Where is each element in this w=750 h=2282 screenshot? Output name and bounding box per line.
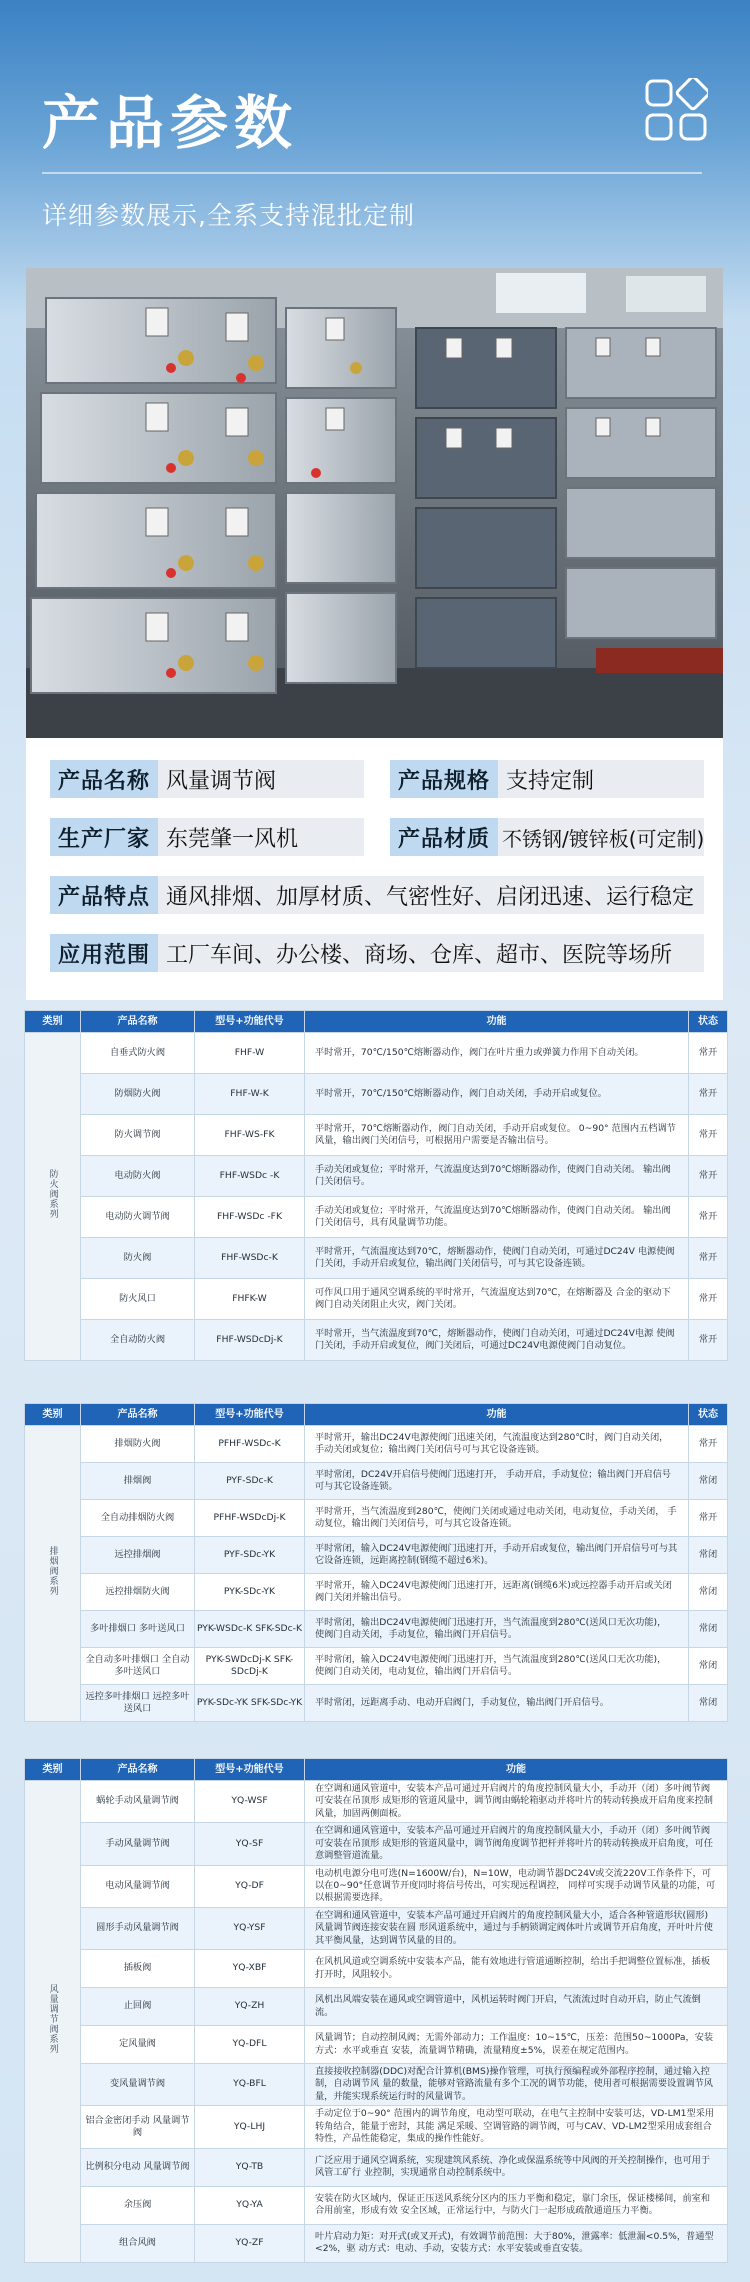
product-name-cell: 电动风量调节阀: [81, 1865, 195, 1907]
table-row: [25, 1279, 728, 1320]
status-cell: 常开: [689, 1238, 728, 1279]
product-name-cell: 全自动多叶排烟口 全自动多叶送风口: [81, 1648, 195, 1685]
param-label: 应用范围: [50, 934, 158, 972]
table-row: [25, 1238, 728, 1279]
table-row: [25, 1648, 728, 1685]
volume-damper-table: [24, 1758, 728, 2263]
param-material: [390, 818, 704, 856]
product-name-cell: 插板阀: [81, 1950, 195, 1988]
product-name-cell: 防火阀: [81, 1238, 195, 1279]
model-cell: PYK-WSDc-K SFK-SDc-K: [195, 1611, 305, 1648]
model-cell: YQ-DF: [195, 1865, 305, 1907]
page-subtitle: 详细参数展示,全系支持混批定制: [42, 201, 415, 230]
model-cell: PYK-SDc-YK SFK-SDc-YK: [195, 1685, 305, 1722]
param-label: 产品特点: [50, 876, 158, 914]
model-cell: PYK-SDc-YK: [195, 1574, 305, 1611]
product-name-cell: 防火调节阀: [81, 1115, 195, 1156]
table-row: [25, 1426, 728, 1463]
model-cell: FHF-W: [195, 1033, 305, 1074]
function-cell: 平时常开，当气流温度到70℃，熔断器动作，使阀门自动关闭，可通过DC24V电源 使阀门关闭，手动开启或复位，阀门关闭后，可通过DC24V电源使阀门自动复位。: [305, 1320, 689, 1361]
product-name-cell: 远控排烟阀: [81, 1537, 195, 1574]
param-value: 东莞肇一风机: [158, 818, 364, 856]
header-cell: 功能: [305, 1404, 689, 1426]
category-label: 防火阀系列: [47, 1169, 58, 1220]
function-cell: 可作风口用于通风空调系统的平时常开，气流温度达到70℃，在熔断器及 合金的驱动下阀门自动关闭阻止火灾，阀门关闭。: [305, 1279, 689, 1320]
function-cell: 手动关闭或复位；平时常开，气流温度达到70℃熔断器动作，使阀门自动关闭。 输出阀门关闭信号，具有风量调节功能。: [305, 1197, 689, 1238]
function-cell: 平时常开，输出DC24V电源使阀门迅速关闭，气流温度达到280℃时，阀门自动关闭， 手动关闭或复位；输出阀门关闭信号可与其它设备连锁。: [305, 1426, 689, 1463]
status-cell: 常开: [689, 1033, 728, 1074]
table-row: [25, 2064, 728, 2106]
status-cell: 常闭: [689, 1611, 728, 1648]
table-row: [25, 1907, 728, 1949]
product-name-cell: 定风量阀: [81, 2026, 195, 2064]
status-cell: 常闭: [689, 1463, 728, 1500]
model-cell: FHF-W-K: [195, 1074, 305, 1115]
category-cell: [25, 1033, 81, 1361]
product-name-cell: 防火风口: [81, 1279, 195, 1320]
function-cell: 平时常闭，远距离手动、电动开启阀门，手动复位，输出阀门开启信号。: [305, 1685, 689, 1722]
function-cell: 平时常开，70℃熔断器动作，阀门自动关闭，手动开启或复位。 0~90° 范围内五档调节风量，输出阀门关闭信号，可根据用户需要是否输出信号。: [305, 1115, 689, 1156]
product-name-cell: 止回阀: [81, 1988, 195, 2026]
product-name-cell: 圆形手动风量调节阀: [81, 1907, 195, 1949]
table-header: [25, 1759, 728, 1781]
category-label: 风量调节阀系列: [47, 1984, 58, 2055]
function-cell: 在空调和通风管道中，安装本产品可通过开启阀片的角度控制风量大小，手动开（闭）多叶阀节阀可安装在吊顶形 成矩形的管道风量中，调节阀角度调节把杆并将叶片的转动转换成开启角度，可任意调整管道流量。: [305, 1823, 728, 1865]
table-row: [25, 1781, 728, 1823]
param-maker: [50, 818, 364, 856]
product-name-cell: 变风量调节阀: [81, 2064, 195, 2106]
table-row: [25, 1463, 728, 1500]
function-cell: 安装在防火区域内，保证正压送风系统分区内的压力平衡和稳定，靠门余压，保证楼梯间，前室和合用前室，形成有效 安全区域，正常运行中，与防火门一起形成疏散通道压力平衡。: [305, 2186, 728, 2224]
param-label: 产品名称: [50, 760, 158, 798]
model-cell: FHF-WSDc -FK: [195, 1197, 305, 1238]
table-row: [25, 1611, 728, 1648]
product-name-cell: 排烟阀: [81, 1463, 195, 1500]
function-cell: 平时常开，70℃/150℃熔断器动作，阀门自动关闭，手动开启或复位。: [305, 1074, 689, 1115]
header-cell: 类别: [25, 1404, 81, 1426]
fire-damper-table: [24, 1010, 728, 1361]
product-photo-illustration: [26, 268, 723, 738]
header-cell: 产品名称: [81, 1404, 195, 1426]
function-cell: 在空调和通风管道中，安装本产品可通过开启阀片的角度控制风量大小，手动开（闭）多叶阀节阀可安装在吊顶形 成矩形的管道风量中，调节阀由蜗轮箱驱动并将叶片的转动转换成开启角度来控制风量，加固两侧面板。: [305, 1781, 728, 1823]
table-row: [25, 1156, 728, 1197]
function-cell: 平时常闭，DC24V开启信号使阀门迅速打开， 手动开启，手动复位；输出阀门开启信号可与其它设备连锁。: [305, 1463, 689, 1500]
status-cell: 常闭: [689, 1648, 728, 1685]
function-cell: 平时常闭，输入DC24V电源使阀门迅速打开，当气流温度到280℃(送风口无次功能)， 使阀门自动关闭，电动复位，输出阀门开启信号。: [305, 1648, 689, 1685]
model-cell: YQ-LHJ: [195, 2106, 305, 2148]
product-name-cell: 蜗轮手动风量调节阀: [81, 1781, 195, 1823]
table-row: [25, 2224, 728, 2262]
product-name-cell: 比例积分电动 风量调节阀: [81, 2148, 195, 2186]
params-card: [26, 738, 723, 1000]
category-cell: [25, 1781, 81, 2263]
table-row: [25, 2148, 728, 2186]
model-cell: YQ-ZF: [195, 2224, 305, 2262]
model-cell: PFHF-WSDc-K: [195, 1426, 305, 1463]
model-cell: FHF-WSDc -K: [195, 1156, 305, 1197]
function-cell: 叶片启动力矩：对开式(或叉开式)，有效调节前范围：大于80%，泄露率：低泄漏<0.5%，普通型<2%，驱 动方式：电动、手动，安装方式：水平安装或垂直安装。: [305, 2224, 728, 2262]
model-cell: YQ-SF: [195, 1823, 305, 1865]
table-row: [25, 1537, 728, 1574]
header-cell: 产品名称: [81, 1011, 195, 1033]
header-cell: 型号+功能代号: [195, 1759, 305, 1781]
function-cell: 风量调节；自动控制风阀；无需外部动力；工作温度：10~15℃，压差：范围50~1000Pa，安装方式：水平或垂直 安装，流量调节精确，流量精度±5%，误差在规定范围内。: [305, 2026, 728, 2064]
header-cell: 产品名称: [81, 1759, 195, 1781]
table-row: [25, 1950, 728, 1988]
status-cell: 常闭: [689, 1537, 728, 1574]
model-cell: PYK-SWDcDj-K SFK-SDcDj-K: [195, 1648, 305, 1685]
function-cell: 风机出风端安装在通风或空调管道中，风机运转时阀门开启，气流流过时自动开启，防止气流倒流。: [305, 1988, 728, 2026]
category-cell: [25, 1426, 81, 1722]
status-cell: 常开: [689, 1156, 728, 1197]
status-cell: 常开: [689, 1500, 728, 1537]
product-name-cell: 防烟防火阀: [81, 1074, 195, 1115]
header-cell: 状态: [689, 1404, 728, 1426]
param-scope: [50, 934, 704, 972]
function-cell: 平时常开，70℃/150℃熔断器动作，阀门在叶片重力或弹簧力作用下自动关闭。: [305, 1033, 689, 1074]
header-cell: 功能: [305, 1011, 689, 1033]
status-cell: 常开: [689, 1426, 728, 1463]
product-name-cell: 铝合金密闭手动 风量调节阀: [81, 2106, 195, 2148]
model-cell: PFHF-WSDcDj-K: [195, 1500, 305, 1537]
model-cell: PYF-SDc-YK: [195, 1537, 305, 1574]
function-cell: 平时常闭，输出DC24V电源使阀门迅速打开，当气流温度到280℃(送风口无次功能)， 使阀门自动关闭，手动复位，输出阀门开启信号。: [305, 1611, 689, 1648]
table-row: [25, 1197, 728, 1238]
header-cell: 型号+功能代号: [195, 1011, 305, 1033]
product-name-cell: 组合风阀: [81, 2224, 195, 2262]
page-title: 产品参数: [42, 89, 299, 157]
param-value: 通风排烟、加厚材质、气密性好、启闭迅速、运行稳定: [158, 876, 704, 914]
model-cell: PYF-SDc-K: [195, 1463, 305, 1500]
product-name-cell: 全自动排烟防火阀: [81, 1500, 195, 1537]
table-row: [25, 2026, 728, 2064]
function-cell: 在风机风道或空调系统中安装本产品，能有效地进行管道通断控制，给出手把调整位置标准，插板 打开时，风阻较小。: [305, 1950, 728, 1988]
table-row: [25, 1823, 728, 1865]
product-name-cell: 余压阀: [81, 2186, 195, 2224]
function-cell: 平时常闭，输入DC24V电源使阀门迅速打开，手动开启或复位，输出阀门开启信号可与其 它设备连锁，远距离控制(钢缆不超过6米)。: [305, 1537, 689, 1574]
param-label: 生产厂家: [50, 818, 158, 856]
model-cell: YQ-TB: [195, 2148, 305, 2186]
status-cell: 常开: [689, 1197, 728, 1238]
product-name-cell: 远控排烟防火阀: [81, 1574, 195, 1611]
model-cell: YQ-WSF: [195, 1781, 305, 1823]
product-name-cell: 远控多叶排烟口 远控多叶送风口: [81, 1685, 195, 1722]
table-row: [25, 1685, 728, 1722]
model-cell: YQ-BFL: [195, 2064, 305, 2106]
model-cell: FHFK-W: [195, 1279, 305, 1320]
table-row: [25, 1074, 728, 1115]
model-cell: FHF-WSDcDj-K: [195, 1320, 305, 1361]
model-cell: FHF-WS-FK: [195, 1115, 305, 1156]
table-row: [25, 1865, 728, 1907]
product-name-cell: 多叶排烟口 多叶送风口: [81, 1611, 195, 1648]
product-name-cell: 电动防火调节阀: [81, 1197, 195, 1238]
divider: [42, 172, 702, 174]
model-cell: YQ-XBF: [195, 1950, 305, 1988]
header: [0, 0, 750, 250]
status-cell: 常闭: [689, 1574, 728, 1611]
function-cell: 平时常开，当气流温度到280℃，使阀门关闭或通过电动关闭，电动复位，手动关闭， 手动复位，输出阀门关闭信号，可与其它设备连锁。: [305, 1500, 689, 1537]
param-value: 工厂车间、办公楼、商场、仓库、超市、医院等场所: [158, 934, 704, 972]
table-row: [25, 1500, 728, 1537]
function-cell: 手动关闭或复位；平时常开，气流温度达到70℃熔断器动作，使阀门自动关闭。 输出阀门关闭信号。: [305, 1156, 689, 1197]
product-photo: [26, 268, 723, 738]
function-cell: 在空调和通风管道中，安装本产品可通过开启阀片的角度控制风量大小，适合各种管道形状(圆形)风量调节阀连接安装在圆 形风道系统中，通过与手柄锁调定阀体叶片或调节开启角度，开叶叶片使其平衡风量，达到调节风量的目的。: [305, 1907, 728, 1949]
status-cell: 常开: [689, 1115, 728, 1156]
table-row: [25, 1320, 728, 1361]
table-header: [25, 1011, 728, 1033]
product-name-cell: 全自动防火阀: [81, 1320, 195, 1361]
table-row: [25, 1033, 728, 1074]
product-name-cell: 排烟防火阀: [81, 1426, 195, 1463]
param-value: 风量调节阀: [158, 760, 364, 798]
param-spec: [390, 760, 704, 798]
header-cell: 状态: [689, 1011, 728, 1033]
param-value: 支持定制: [498, 760, 704, 798]
model-cell: YQ-ZH: [195, 1988, 305, 2026]
function-cell: 平时常开，输入DC24V电源使阀门迅速打开，远距离(钢缆6米)或远控器手动开启或关闭 阀门关闭并输出信号。: [305, 1574, 689, 1611]
header-cell: 类别: [25, 1011, 81, 1033]
header-cell: 类别: [25, 1759, 81, 1781]
param-name: [50, 760, 364, 798]
header-cell: 型号+功能代号: [195, 1404, 305, 1426]
model-cell: YQ-YSF: [195, 1907, 305, 1949]
table-row: [25, 1115, 728, 1156]
category-label: 排烟阀系列: [47, 1546, 58, 1597]
header-cell: 功能: [305, 1759, 728, 1781]
model-cell: YQ-YA: [195, 2186, 305, 2224]
status-cell: 常开: [689, 1074, 728, 1115]
function-cell: 广泛应用于通风空调系统，实现建筑风系统、净化或保温系统等中风阀的开关控制操作，也可用于风管工矿行 业控制，实现通常自动控制系统中。: [305, 2148, 728, 2186]
param-label: 产品材质: [390, 818, 498, 856]
model-cell: YQ-DFL: [195, 2026, 305, 2064]
table-row: [25, 2106, 728, 2148]
param-value: 不锈钢/镀锌板(可定制): [498, 818, 704, 856]
function-cell: 电动机电源分电可选(N=1600W/台)，N=10W，电动调节器DC24V或交流220V工作条件下，可以在0~90°任意调节开度同时将信号传出，可实现远程调控， 同样可实现手动调节风量的功能，可以根据需要选择。: [305, 1865, 728, 1907]
function-cell: 手动定位于0~90° 范围内的调节角度，电动型可联动，在电气主控制中安装可达，VD-LM1型采用转角结合，能量于密封，其能 满足采暖、空调管路的调节阀，可与CAV、VD-LM2型采用成套组合特性，产品性能稳定，集成的操作性能好。: [305, 2106, 728, 2148]
grid-shapes-icon: [644, 78, 708, 142]
model-cell: FHF-WSDc-K: [195, 1238, 305, 1279]
table-row: [25, 1988, 728, 2026]
function-cell: 直接接收控制器(DDC)对配合计算机(BMS)操作管理，可执行预编程或外部程序控制，通过输入控制，自动调节风 量的数量，能够对管路流量有多个工况的调节功能，使用者可根据需要设置调节风量，并能实现系统运行时的风量调节。: [305, 2064, 728, 2106]
param-label: 产品规格: [390, 760, 498, 798]
status-cell: 常开: [689, 1320, 728, 1361]
smoke-damper-table: [24, 1403, 728, 1722]
product-name-cell: 自垂式防火阀: [81, 1033, 195, 1074]
table-row: [25, 2186, 728, 2224]
param-feature: [50, 876, 704, 914]
product-name-cell: 电动防火阀: [81, 1156, 195, 1197]
status-cell: 常开: [689, 1279, 728, 1320]
status-cell: 常闭: [689, 1685, 728, 1722]
table-header: [25, 1404, 728, 1426]
function-cell: 平时常开，气流温度达到70℃，熔断器动作，使阀门自动关闭，可通过DC24V 电源使阀门关闭，手动开启或复位，输出阀门关闭信号，可与其它设备连锁。: [305, 1238, 689, 1279]
product-name-cell: 手动风量调节阀: [81, 1823, 195, 1865]
table-row: [25, 1574, 728, 1611]
